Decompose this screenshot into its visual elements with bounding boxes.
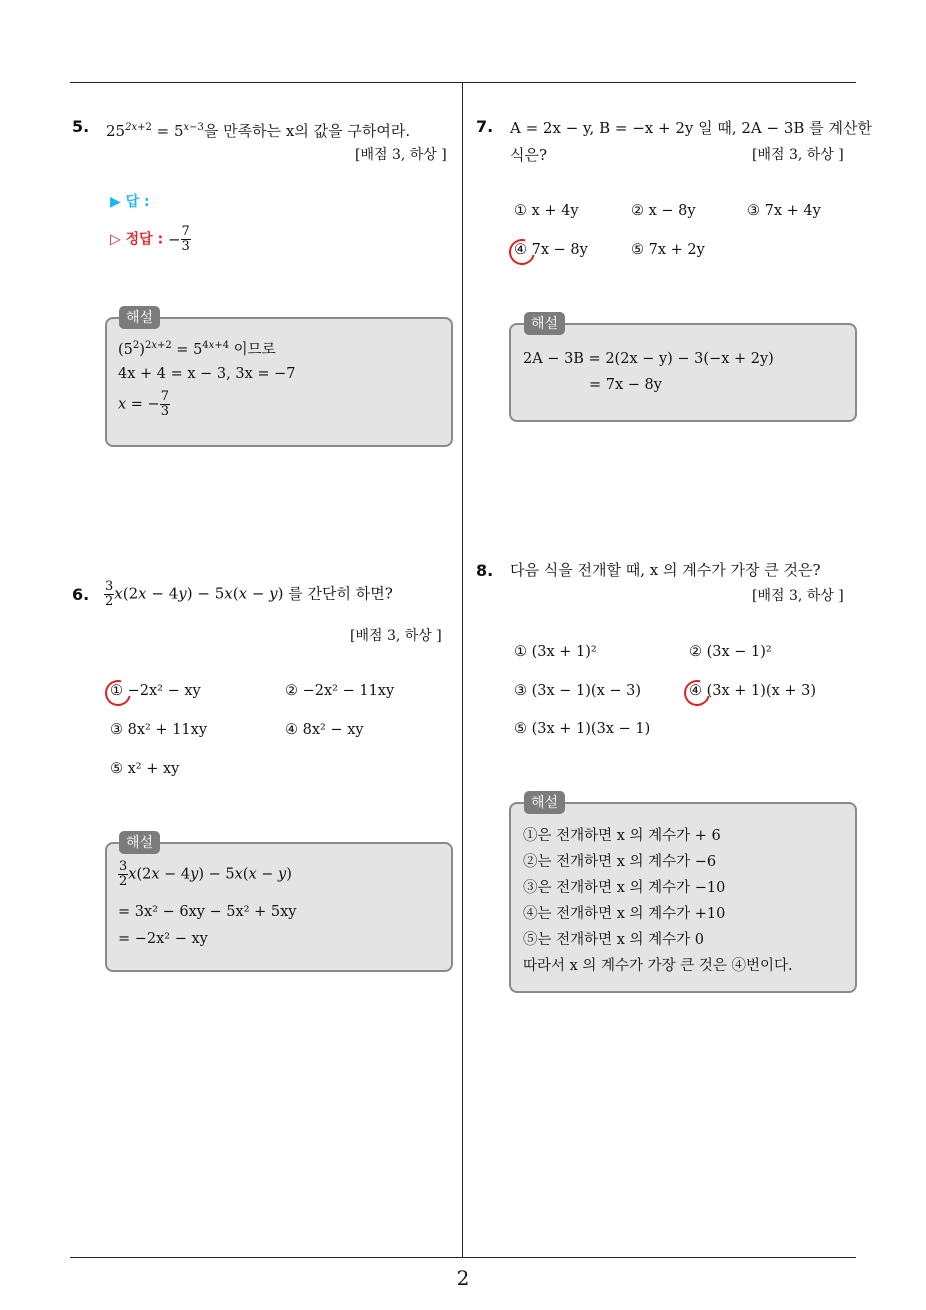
q7-sol-line1: 2A − 3B = 2(2x − y) − 3(−x + 2y) <box>523 351 774 367</box>
q6-choice-2[interactable]: ② −2x² − 11xy <box>285 683 395 699</box>
q7-stem-line2: 식은? <box>510 146 548 164</box>
bottom-rule <box>70 1257 856 1258</box>
q6-choice-5[interactable]: ⑤ x² + xy <box>110 761 180 777</box>
q5-sol-line3: x = − $\frac{7}{3}$ <box>118 389 169 419</box>
q5-equation: $25^{2x+2} = 5^{x-3}$ <box>106 122 204 140</box>
q8-stem: 다음 식을 전개할 때, x 의 계수가 가장 큰 것은? <box>510 561 821 579</box>
q8-choice-1[interactable]: ① (3x + 1)² <box>514 644 597 660</box>
q6-choice-4[interactable]: ④ 8x² − xy <box>285 722 364 738</box>
q6-fraction: $\frac{3}{2}$ <box>105 579 114 609</box>
q5-solution-box <box>105 317 453 447</box>
q6-sol-line1: $\frac{3}{2}$ x(2x − 4y) − 5x(x − y) <box>119 859 292 889</box>
q5-sol-line1: $(5^2)^{2x+2} = 5^{4x+4}$ 이므로 <box>118 340 276 358</box>
q8-sol-line2: ②는 전개하면 x 의 계수가 −6 <box>523 854 717 870</box>
q6-selected-mark <box>100 675 136 711</box>
q8-sol-line3: ③은 전개하면 x 의 계수가 −10 <box>523 880 726 896</box>
q8-sol-line4: ④는 전개하면 x 의 계수가 +10 <box>523 906 726 922</box>
q7-choice-4[interactable]: ④ 7x − 8y <box>514 242 588 258</box>
q8-selected-mark <box>679 675 715 711</box>
q5-stem-tail: 을 만족하는 x의 값을 구하여라. <box>203 122 411 140</box>
q7-score: [배점 3, 하상 ] <box>752 147 844 163</box>
q8-score: [배점 3, 하상 ] <box>752 588 844 604</box>
q6-stem <box>104 580 393 609</box>
q5-correct-label: ▷ 정답 : <box>110 231 164 248</box>
q7-solution-box <box>509 323 857 422</box>
q8-choice-4[interactable]: ④ (3x + 1)(x + 3) <box>689 683 817 699</box>
q7-choice-3[interactable]: ③ 7x + 4y <box>747 203 821 219</box>
q5-answer-label: ▶ 답 : <box>110 194 150 210</box>
q6-solution-tag: 해설 <box>119 831 160 854</box>
q7-choice-5[interactable]: ⑤ 7x + 2y <box>631 242 705 258</box>
q7-number: 7. <box>476 117 494 136</box>
q6-choice-3[interactable]: ③ 8x² + 11xy <box>110 722 208 738</box>
top-rule <box>70 82 856 83</box>
q8-sol-line5: ⑤는 전개하면 x 의 계수가 0 <box>523 932 705 948</box>
q5-sol-line2: 4x + 4 = x − 3, 3x = −7 <box>118 366 296 382</box>
q8-choice-3[interactable]: ③ (3x − 1)(x − 3) <box>514 683 642 699</box>
q6-expression: x(2x − 4y) − 5x(x − y) <box>114 584 284 603</box>
q5-correct-answer: ▷ 정답 : − $\frac{7}{3}$ <box>110 224 190 254</box>
q6-sol-line3: = −2x² − xy <box>118 931 208 947</box>
q6-score: [배점 3, 하상 ] <box>350 628 442 644</box>
q6-number: 6. <box>72 585 90 604</box>
q8-choice-2[interactable]: ② (3x − 1)² <box>689 644 772 660</box>
q6-stem-tail: 를 간단히 하면? <box>283 584 393 603</box>
q8-solution-tag: 해설 <box>524 791 565 814</box>
q5-number: 5. <box>72 117 90 136</box>
q5-score: [배점 3, 하상 ] <box>355 147 447 163</box>
q7-choice-2[interactable]: ② x − 8y <box>631 203 696 219</box>
q6-sol-line2: = 3x² − 6xy − 5x² + 5xy <box>118 904 297 920</box>
q7-sol-line2: = 7x − 8y <box>589 377 662 393</box>
q8-sol-line6: 따라서 x 의 계수가 가장 큰 것은 ④번이다. <box>523 958 793 974</box>
q5-answer-fraction: $\frac{7}{3}$ <box>181 224 190 254</box>
q7-selected-mark <box>504 234 540 270</box>
q5-stem <box>106 115 410 144</box>
page-number: 2 <box>456 1266 470 1290</box>
q8-number: 8. <box>476 561 494 580</box>
q8-sol-line1: ①은 전개하면 x 의 계수가 + 6 <box>523 828 721 844</box>
column-divider <box>462 83 463 1258</box>
q7-stem-line1: A = 2x − y, B = −x + 2y 일 때, 2A − 3B 를 계산한 <box>510 119 872 137</box>
q7-solution-tag: 해설 <box>524 312 565 335</box>
q6-choice-1[interactable]: ① −2x² − xy <box>110 683 201 699</box>
q8-choice-5[interactable]: ⑤ (3x + 1)(3x − 1) <box>514 721 651 737</box>
q7-choice-1[interactable]: ① x + 4y <box>514 203 579 219</box>
q5-solution-tag: 해설 <box>119 306 160 329</box>
